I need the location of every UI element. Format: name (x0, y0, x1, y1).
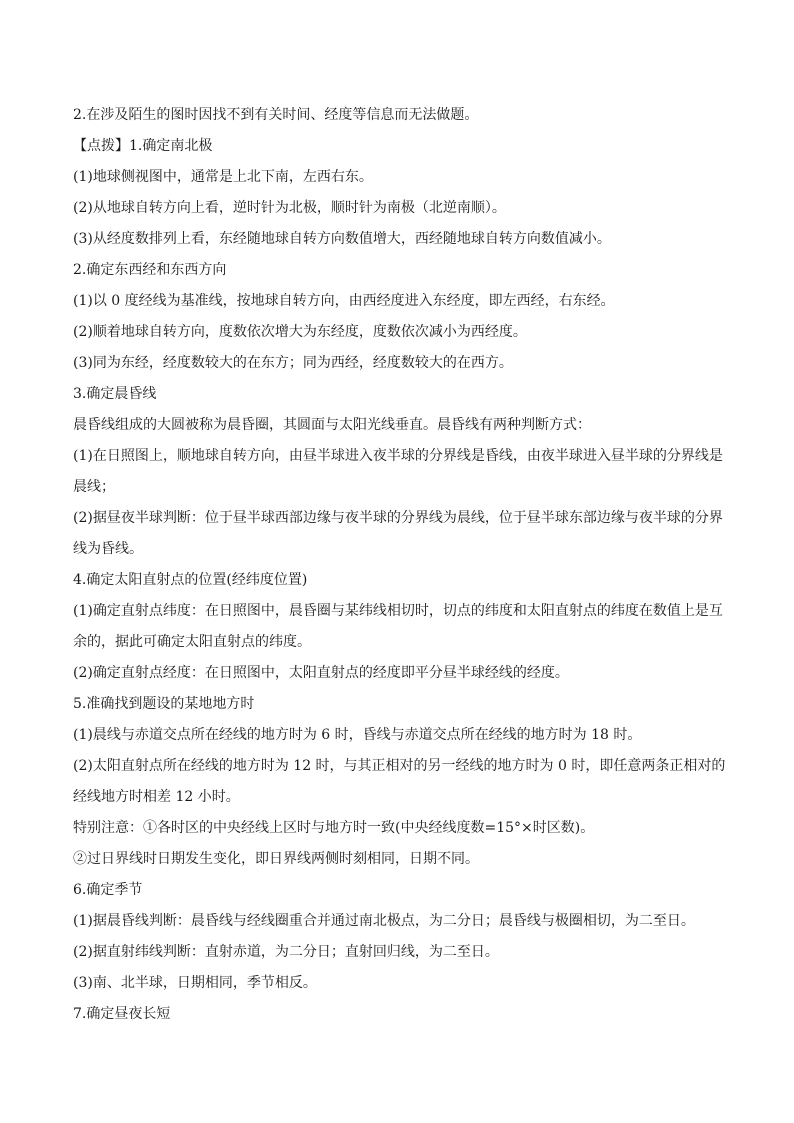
section-heading: 5.准确找到题设的某地地方时 (73, 696, 255, 712)
section-heading: 6.确定季节 (73, 882, 143, 898)
paragraph-line: (1)据晨昏线判断：晨昏线与经线圈重合并通过南北极点，为二分日；晨昏线与极圈相切，为二至日。 (73, 913, 695, 929)
paragraph-line: (2)从地球自转方向上看，逆时针为北极，顺时针为南极（北逆南顺）。 (73, 200, 506, 216)
paragraph-line: 晨昏线组成的大圆被称为晨昏圈，其圆面与太阳光线垂直。晨昏线有两种判断方式： (73, 417, 591, 433)
paragraph-line: (3)南、北半球，日期相同，季节相反。 (73, 975, 317, 991)
paragraph-line: (1)在日照图上，顺地球自转方向，由昼半球进入夜半球的分界线是昏线，由夜半球进入昼半球的分界线是 (73, 448, 723, 464)
paragraph-line: (3)同为东经，经度数较大的在东方；同为西经，经度数较大的在西方。 (73, 355, 513, 371)
section-heading: 【点拨】1.确定南北极 (73, 138, 213, 154)
paragraph-line: 线为昏线。 (73, 541, 143, 557)
paragraph-line: (2)确定直射点经度：在日照图中，太阳直射点的经度即平分昼半球经线的经度。 (73, 665, 569, 681)
paragraph-line: (1)地球侧视图中，通常是上北下南，左西右东。 (73, 169, 373, 185)
note-line: 特别注意：①各时区的中央经线上区时与地方时一致(中央经线度数=15°×时区数)。 (73, 820, 595, 836)
paragraph-line: 2.在涉及陌生的图时因找不到有关时间、经度等信息而无法做题。 (73, 107, 479, 123)
paragraph-line: 经线地方时相差 12 小时。 (73, 789, 240, 805)
paragraph-line: (2)据直射纬线判断：直射赤道，为二分日；直射回归线，为二至日。 (73, 944, 499, 960)
paragraph-line: (2)太阳直射点所在经线的地方时为 12 时，与其正相对的另一经线的地方时为 0 时，即任意两条正相对的 (73, 758, 726, 774)
paragraph-line: (2)顺着地球自转方向，度数依次增大为东经度，度数依次减小为西经度。 (73, 324, 527, 340)
document-page (73, 100, 726, 1030)
note-line: ②过日界线时日期发生变化，即日界线两侧时刻相同，日期不同。 (73, 851, 479, 867)
paragraph-line: (1)确定直射点纬度：在日照图中，晨昏圈与某纬线相切时，切点的纬度和太阳直射点的纬度在数值上是互 (73, 603, 723, 619)
section-heading: 4.确定太阳直射点的位置(经纬度位置) (73, 572, 308, 588)
paragraph-line: (3)从经度数排列上看，东经随地球自转方向数值增大，西经随地球自转方向数值减小。 (73, 231, 611, 247)
paragraph-line: 晨线； (73, 479, 115, 495)
paragraph-line: (1)晨线与赤道交点所在经线的地方时为 6 时，昏线与赤道交点所在经线的地方时为 18 时。 (73, 727, 642, 743)
paragraph-line: (2)据昼夜半球判断：位于昼半球西部边缘与夜半球的分界线为晨线，位于昼半球东部边缘与夜半球的分界 (73, 510, 723, 526)
section-heading: 7.确定昼夜长短 (73, 1006, 171, 1022)
paragraph-line: (1)以 0 度经线为基准线，按地球自转方向，由西经度进入东经度，即左西经，右东经。 (73, 293, 615, 309)
paragraph-line: 余的，据此可确定太阳直射点的纬度。 (73, 634, 311, 650)
section-heading: 2.确定东西经和东西方向 (73, 262, 227, 278)
section-heading: 3.确定晨昏线 (73, 386, 157, 402)
